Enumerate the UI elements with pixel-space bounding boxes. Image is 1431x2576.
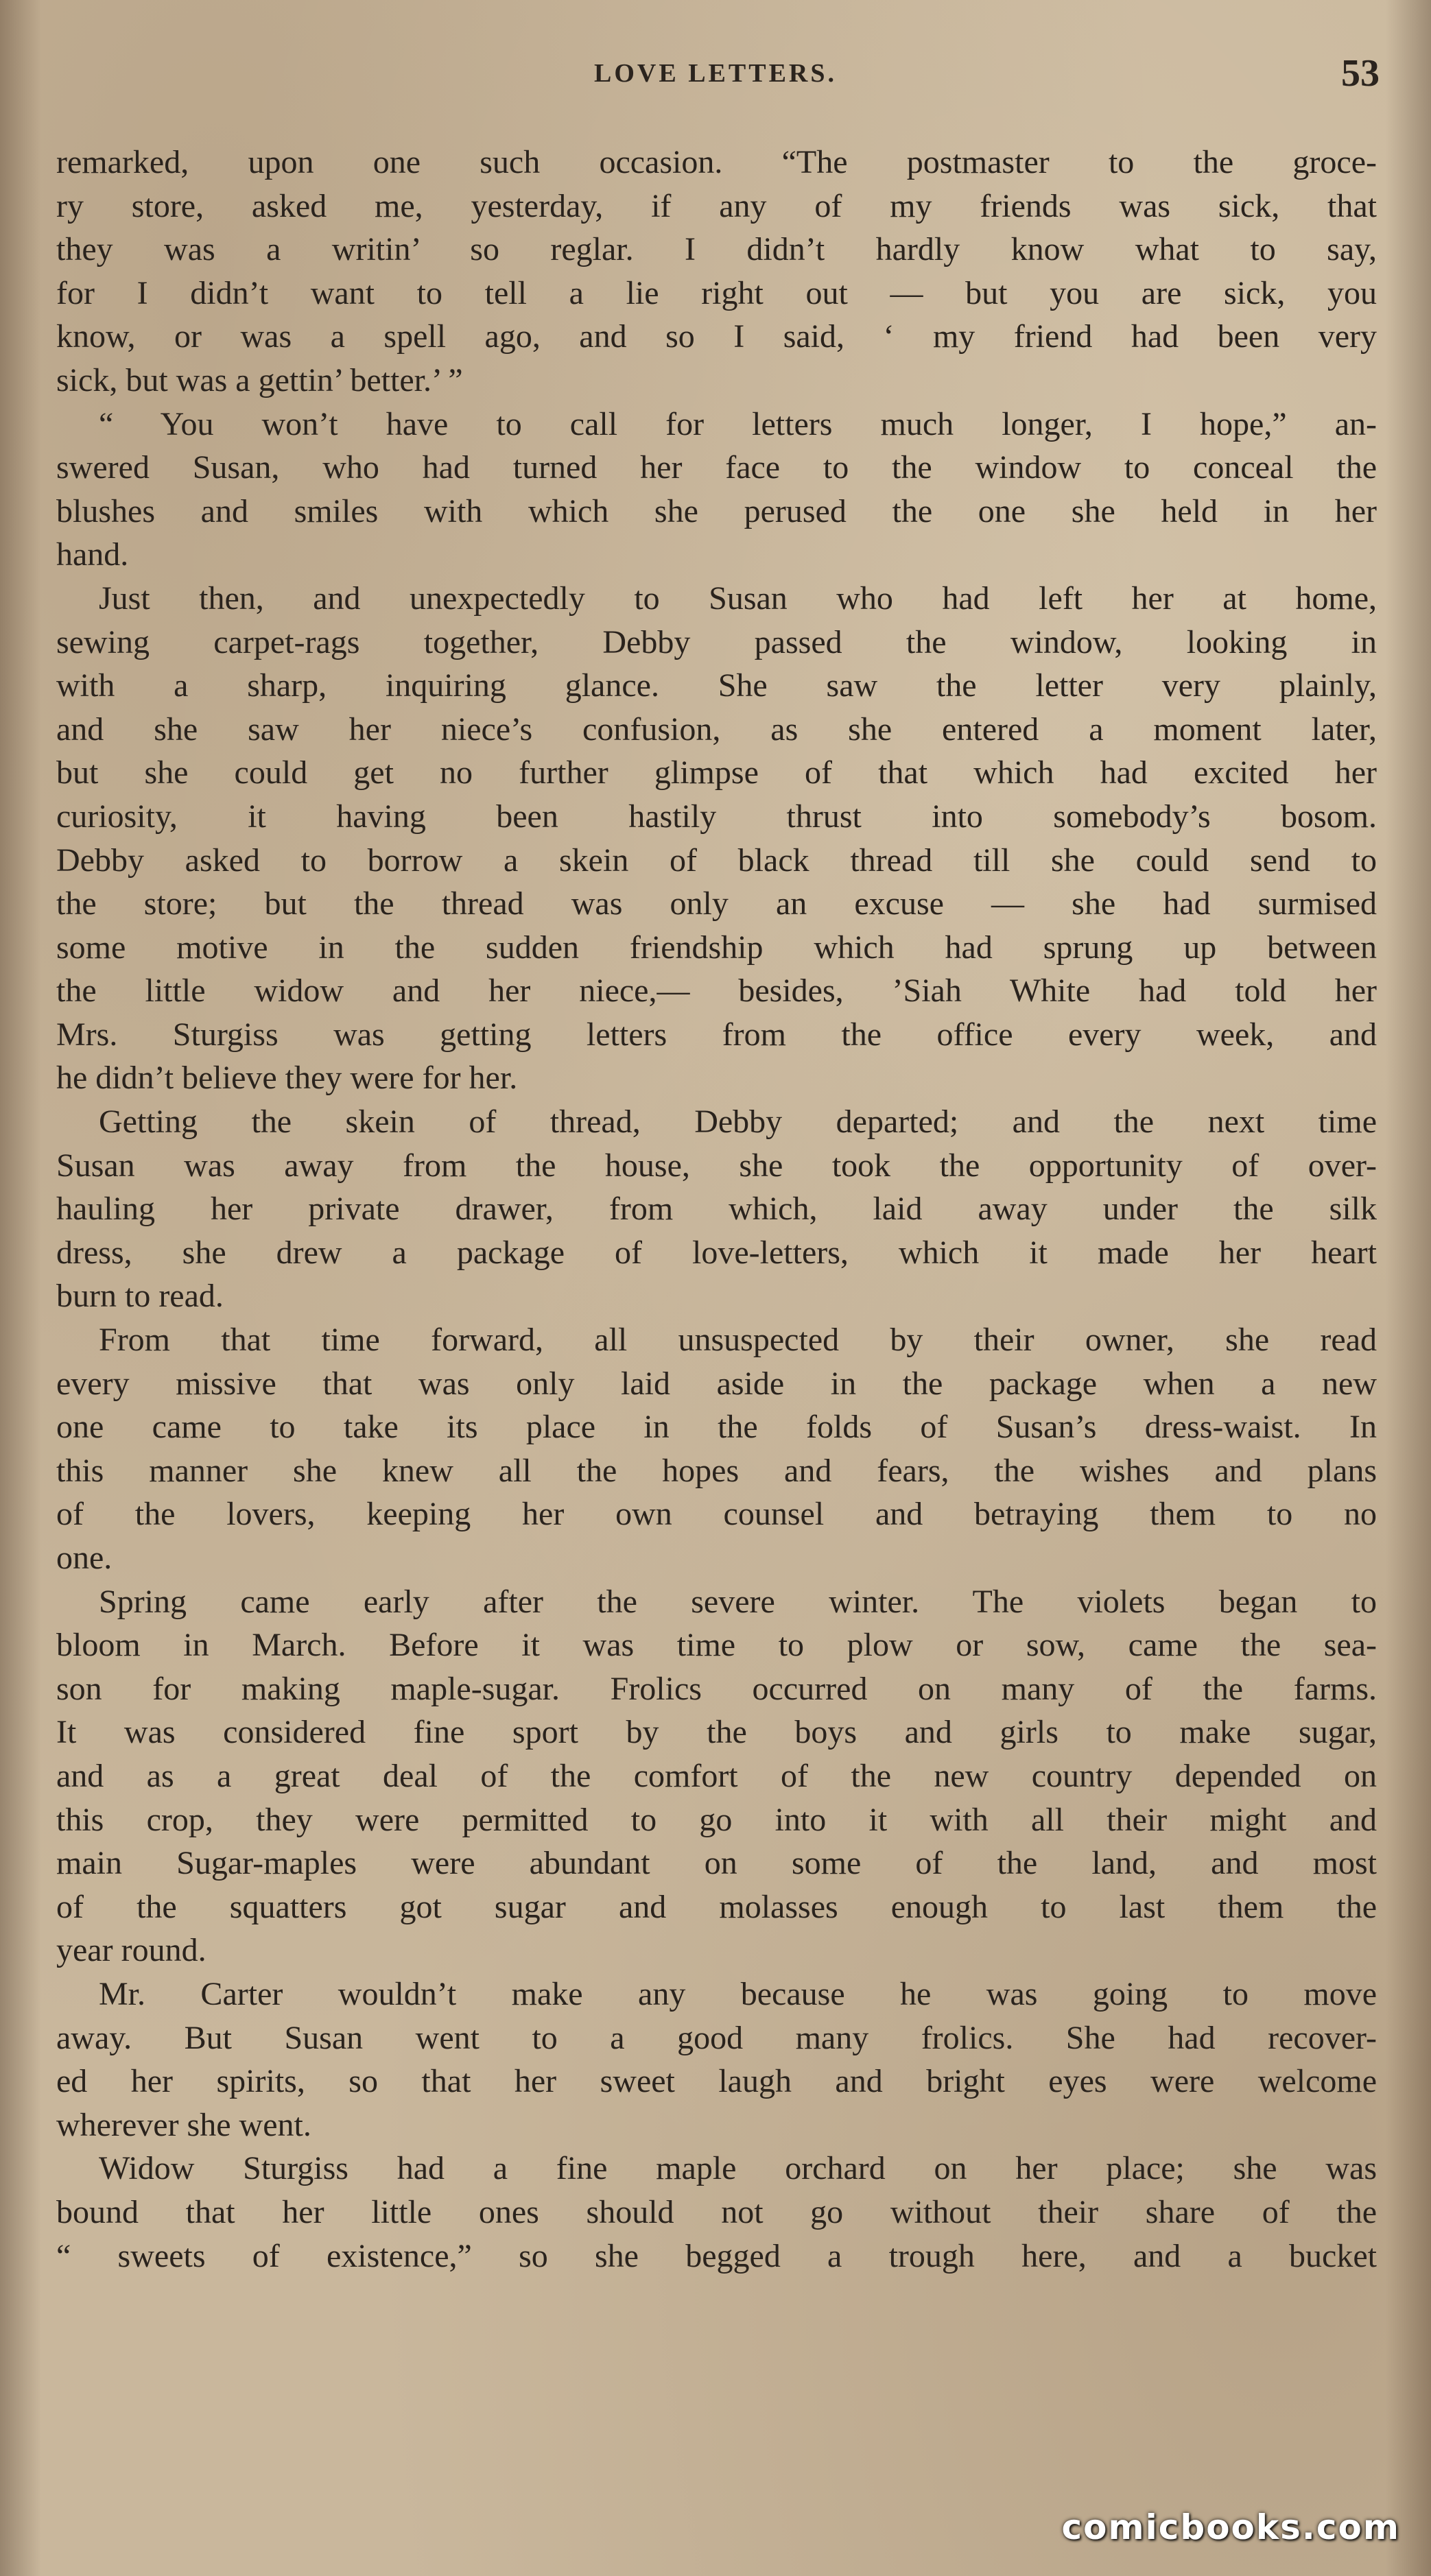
text-line: Mrs. Sturgiss was getting letters from the office every week, and — [56, 1016, 1377, 1053]
page-number: 53 — [1341, 52, 1380, 95]
text-line: but she could get no further glimpse of that which had excited her — [56, 754, 1377, 791]
text-line: Debby asked to borrow a skein of black thread till she could send to — [56, 842, 1377, 879]
text-line: burn to read. — [56, 1278, 224, 1315]
text-line: they was a writin’ so reglar. I didn’t hardly know what to say, — [56, 231, 1377, 268]
text-line: son for making maple-sugar. Frolics occurred on many of the farms. — [56, 1670, 1377, 1707]
text-line: know, or was a spell ago, and so I said, ‘ my friend had been very — [56, 318, 1377, 355]
text-line: Mr. Carter wouldn’t make any because he was going to move — [99, 1975, 1377, 2012]
text-line: remarked, upon one such occasion. “The postmaster to the groce- — [56, 144, 1377, 180]
text-line: with a sharp, inquiring glance. She saw the letter very plainly, — [56, 667, 1377, 704]
text-line: one. — [56, 1540, 113, 1576]
text-line: the little widow and her niece,— besides, ’Siah White had told her — [56, 973, 1377, 1010]
text-line: this manner she knew all the hopes and fears, the wishes and plans — [56, 1452, 1377, 1489]
text-line: hauling her private drawer, from which, laid away under the silk — [56, 1191, 1377, 1228]
text-line: “ You won’t have to call for letters much longer, I hope,” an- — [99, 405, 1377, 442]
text-line: Susan was away from the house, she took the opportunity of over- — [56, 1147, 1377, 1184]
text-line: bloom in March. Before it was time to plow or sow, came the sea- — [56, 1627, 1377, 1664]
text-line: and as a great deal of the comfort of the new country depended on — [56, 1757, 1377, 1794]
text-line: wherever she went. — [56, 2106, 311, 2143]
watermark: comicbooks.com — [1061, 2507, 1400, 2547]
text-line: curiosity, it having been hastily thrust into somebody’s bosom. — [56, 798, 1377, 835]
text-line: every missive that was only laid aside in the package when a new — [56, 1365, 1377, 1402]
running-title: LOVE LETTERS. — [594, 59, 837, 88]
text-line: bound that her little ones should not go without their share of the — [56, 2193, 1377, 2230]
text-line: blushes and smiles with which she perused the one she held in her — [56, 492, 1377, 529]
text-line: Widow Sturgiss had a fine maple orchard on her place; she was — [99, 2150, 1377, 2187]
body-text — [56, 141, 1377, 2278]
text-line: main Sugar-maples were abundant on some of the land, and most — [56, 1845, 1377, 1882]
text-line: sick, but was a gettin’ better.’ ” — [56, 361, 463, 398]
text-line: ry store, asked me, yesterday, if any of my friends was sick, that — [56, 187, 1377, 224]
text-line: of the squatters got sugar and molasses enough to last them the — [56, 1888, 1377, 1925]
text-line: one came to take its place in the folds of Susan’s dress-waist. In — [56, 1409, 1377, 1446]
text-line: From that time forward, all unsuspected by their owner, she read — [99, 1322, 1377, 1359]
running-head — [0, 51, 1431, 99]
text-line: and she saw her niece’s confusion, as she entered a moment later, — [56, 711, 1377, 748]
text-line: swered Susan, who had turned her face to the window to conceal the — [56, 449, 1377, 486]
text-line: the store; but the thread was only an excuse — she had surmised — [56, 885, 1377, 922]
text-line: “ sweets of existence,” so she begged a trough here, and a bucket — [56, 2237, 1377, 2274]
text-line: Spring came early after the severe winter. The violets began to — [99, 1583, 1377, 1620]
text-line: year round. — [56, 1932, 206, 1969]
text-line: sewing carpet-rags together, Debby passed the window, looking in — [56, 623, 1377, 660]
text-line: for I didn’t want to tell a lie right out — but you are sick, you — [56, 274, 1377, 311]
text-line: he didn’t believe they were for her. — [56, 1060, 518, 1097]
text-line: of the lovers, keeping her own counsel and betraying them to no — [56, 1496, 1377, 1533]
text-line: some motive in the sudden friendship which had sprung up between — [56, 929, 1377, 966]
text-line: dress, she drew a package of love-letters, which it made her heart — [56, 1234, 1377, 1271]
text-line: Getting the skein of thread, Debby departed; and the next time — [99, 1104, 1377, 1141]
text-line: ed her spirits, so that her sweet laugh and bright eyes were welcome — [56, 2063, 1377, 2100]
text-line: Just then, and unexpectedly to Susan who had left her at home, — [99, 580, 1377, 617]
text-line: away. But Susan went to a good many frolics. She had recover- — [56, 2019, 1377, 2056]
text-line: It was considered fine sport by the boys and girls to make sugar, — [56, 1714, 1377, 1751]
text-line: this crop, they were permitted to go into it with all their might and — [56, 1801, 1377, 1838]
text-line: hand. — [56, 536, 129, 573]
